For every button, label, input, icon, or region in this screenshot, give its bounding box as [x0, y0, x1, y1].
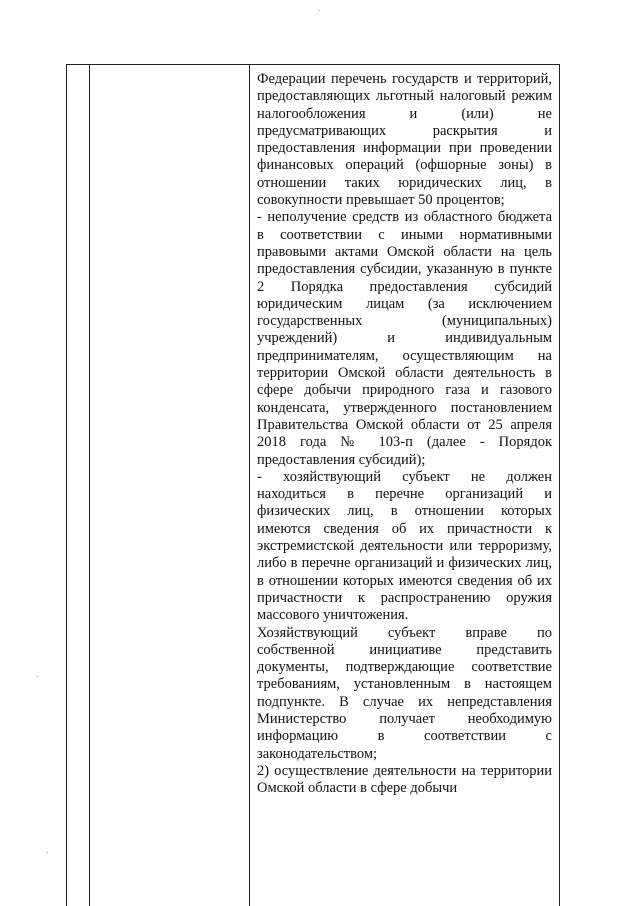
document-table [66, 64, 560, 906]
paragraph-item-2: 2) осуществление деятельности на территории Омской области в сфере добычи [257, 762, 552, 797]
paragraph-extremism-list: - хозяйствующий субъект не должен находиться в перечне организаций и физических лиц, в отношении которых имеются сведения об их причастности к экстремистской деятельности или терроризму, либо в перечне организаций и физических лиц, в отношении которых имеются сведения об их причастности к распространению оружия массового уничтожения. [257, 468, 552, 624]
scan-speck [36, 676, 38, 677]
table-cell-title [90, 65, 249, 906]
table-cell-text [257, 71, 552, 797]
paragraph-no-budget-funds: - неполучение средств из областного бюджета в соответствии с иными нормативными правовыми актами Омской области на цель предоставления субсидии, указанную в пункте 2 Порядка предоставления субсидий юридическим лицам (за исключением государственных (муниципальных) учреждений) и индивидуальным предпринимателям, осуществляющим на территории Омской области деятельность в сфере добычи природного газа и газового конденсата, утвержденного постановлением Правительства Омской области от 25 апреля 2018 года № 103-п (далее - Порядок предоставления субсидий); [257, 209, 552, 468]
table-cell-number [67, 65, 89, 906]
column-divider [89, 65, 90, 906]
scan-speck [318, 10, 320, 11]
paragraph-offshore: Федерации перечень государств и территорий, предоставляющих льготный налоговый режим налогообложения и (или) не предусматривающих раскрытия и предоставления информации при проведении финансовых операций (офшорные зоны) в отношении таких юридических лиц, в совокупности превышает 50 процентов; [257, 71, 552, 209]
column-divider [249, 65, 250, 906]
paragraph-initiative-documents: Хозяйствующий субъект вправе по собственной инициативе представить документы, подтверждающие соответствие требованиям, установленным в настоящем подпункте. В случае их непредставления Министерство получает необходимую информацию в соответствии с законодательством; [257, 624, 552, 762]
scan-speck [46, 852, 48, 853]
